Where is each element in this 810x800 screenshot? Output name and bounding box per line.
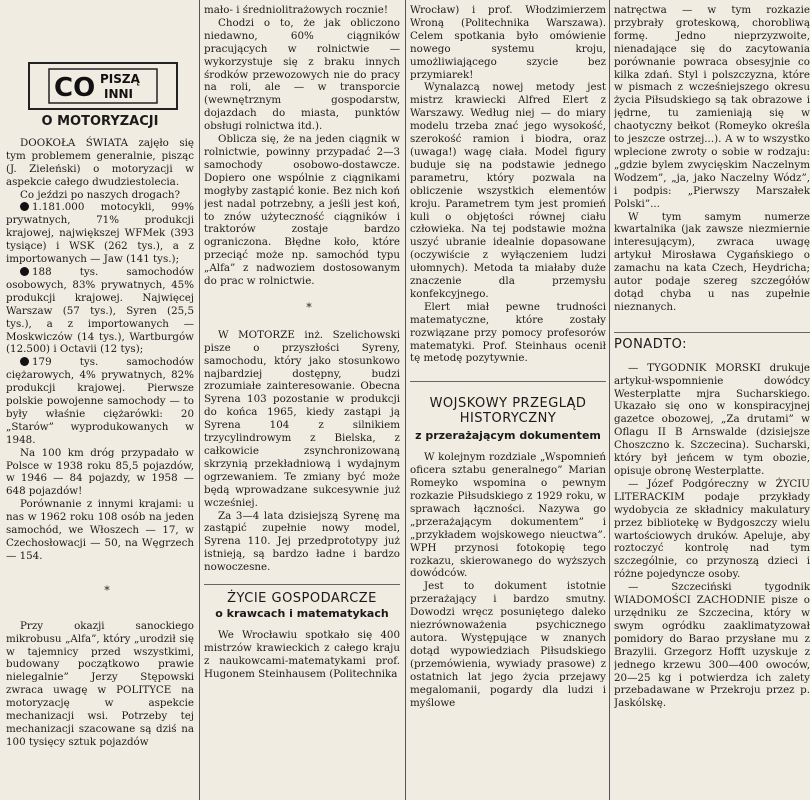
masthead-logo: [28, 62, 178, 110]
paragraph: Co jeździ po naszych drogach?: [20, 188, 181, 201]
section-subheading: o krawcach i matematykach: [215, 607, 389, 621]
paragraph: Oblicza się, że na jeden ciągnik w rolnictwie, powinny przypadać 2—3 samochody osobowo-dostawcze. Dopiero one wspólnie z ciągnikami mogłyby zastąpić konie. Bez nich koń jest nadal potrzebny, a jeśli jest koń, to znów użyteczność ciągników i traktorów zostaje bardzo ograniczona. Błędne koło, które przeciąć może np. samochód typu „Alfa” z nadwoziem dostosowanym do prac w rolnictwie.: [204, 133, 400, 288]
paragraph: W tym samym numerze kwartalnika (jak zawsze niezmiernie interesującym), zwraca uwagę artykuł Mirosława Cygańskiego o zamachu na kata Czech, Heydricha; autor podaje szereg szczegółów dotąd chyba u nas zupełnie nieznanych.: [614, 210, 810, 313]
section-divider: [204, 584, 400, 585]
svg-text:PISZĄ: PISZĄ: [100, 72, 140, 86]
section-subheading: z przerażającym dokumentem: [415, 429, 601, 443]
bullet-icon: [20, 357, 29, 366]
section-divider: [614, 332, 810, 333]
paragraph: W kolejnym rozdziale „Wspomnień oficera sztabu generalnego” Marian Romeyko wspomina o pewnym rozkazie Piłsudskiego z 1929 roku, w sprawach łączności. Nazywa go „przerażającym dokumentem” i „przykładem wojskowego nieuctwa”. WPH przynosi fotokopię tego rozkazu, skierowanego do wyższych dowódców.: [410, 451, 606, 580]
section-heading: PONADTO:: [614, 336, 688, 352]
paragraph: natręctwa — w tym rozkazie przybrały groteskową, chorobliwą formę. Jedno nieprzyzwoite, nienadające się do zacytowania porównanie powraca obsesyjnie co kilka zdań. Styl i polszczyzna, które w pismach z wcześniejszego okresu życia Piłsudskiego są tak obrazowe i jędrne, tu zamieniają się w chaotyczny bełkot (Romeyko określa to jeszcze ostrzej...). A w to wszystko wplecione zwroty o sobie w rodzaju: „gdzie bylem zwycięskim Naczelnym Wodzem”, „ja, jako Naczelny Wódz”, i podpis: „Pierwszy Marszałek Polski”...: [614, 4, 810, 210]
paragraph: — Szczeciński tygodnik WIADOMOŚCI ZACHODNIE pisze o urzędniku ze Szczecina, który w swym ogródku zaaklimatyzował pomidory do Barao przysłane mu z Brazylii. Grzegorz Hofft uzyskuje z jednego krzewu 300—400 owoców, 20—25 kg i potwierdza ich zalety przebadawane w Przekroju przez p. Jaskólskę.: [614, 581, 810, 710]
paragraph: Porównanie z innymi krajami: u nas w 1962 roku 108 osób na jeden samochód, we Włoszech — 17, w Czechosłowacji — 50, na Węgrzech — 154.: [6, 498, 194, 562]
paragraph: Chodzi o to, że jak obliczono niedawno, 60% ciągników pracujących w rolnictwie — wykorzystuje się z braku innych środków przewozowych nie do pracy na roli, ale — w transporcie (wewnętrznym gospodarstw, dojazdach do miasta, punktów obsługi rolnictwa itd.).: [204, 16, 400, 133]
paragraph: — TYGODNIK MORSKI drukuje artykuł-wspomnienie dowódcy Westerplatte mjra Sucharskiego. Ukazało się ono w konspiracyjnej gazetce obozowej, „Za drutami” w Oflagu II B Arnswalde (dzisiejsze Choszczno k. Szczecina). Sucharski, który był jeńcem w tym obozie, opisuje obronę Westerplatte.: [614, 361, 810, 477]
separator-star: *: [104, 583, 110, 597]
paragraph: W MOTORZE inż. Szelichowski pisze o przyszłości Syreny, samochodu, który jako stosunkowo najbardziej dostępny, budzi zrozumiałe zainteresowanie. Obecna Syrena 103 pozostanie w produkcji do końca 1965, kiedy zastąpi ją Syrena 104 z silnikiem trzycylindrowym z Bielska, z całkowicie zsynchronizowaną skrzynią przekładniową i wydajnym ogrzewaniem. Te zmiany być może będą wprowadzane sukcesywnie już wcześniej.: [204, 328, 400, 509]
separator-star: *: [306, 300, 312, 314]
section-heading: ŻYCIE GOSPODARCZE: [227, 591, 377, 607]
paragraph: DOOKOŁA ŚWIATA zajęło się tym problemem generalnie, pisząc (J. Zieleński) o motoryzacji w aspekcie całego dwudziestolecia.: [6, 136, 194, 188]
section-divider: [410, 381, 606, 382]
column-rule: [405, 0, 406, 800]
paragraph: Za 3—4 lata dzisiejszą Syrenę ma zastąpić zupełnie nowy model, Syrena 110. Jej przedprototypy już istnieją, są bardzo ładne i bardzo nowoczesne.: [204, 509, 400, 574]
co-pisza-inni-logo: [48, 68, 158, 104]
paragraph: Wrocław) i prof. Włodzimierzem Wroną (Politechnika Warszawa). Celem spotkania było omówienie nowego systemu kroju, umożliwiającego szycie bez przymiarek!: [410, 4, 606, 81]
svg-text:CO: CO: [54, 73, 96, 103]
paragraph: mało- i średniolitrażowych rocznie!: [204, 4, 388, 16]
column-rule: [199, 0, 200, 800]
section-heading: O MOTORYZACJI: [41, 114, 159, 129]
bullet-icon: [20, 267, 29, 276]
column-rule: [609, 0, 610, 800]
paragraph: 1.181.000 motocykli, 99% prywatnych, 71% produkcji krajowej, największej WFMek (393 tysiące) i WSK (262 tys.), a z importowanych — Jaw (141 tys.);: [6, 201, 194, 266]
column-3: [410, 4, 606, 800]
paragraph: Elert miał pewne trudności matematyczne, które zostały rozwiązane przy pomocy profesorów matematyki. Prof. Steinhaus ocenił tę metodę pozytywnie.: [410, 300, 606, 365]
bullet-icon: [20, 202, 29, 211]
paragraph: 188 tys. samochodów osobowych, 83% prywatnych, 45% produkcji krajowej. Najwięcej Warszaw (57 tys.), Syren (25,5 tys.), a z importowanych — Moskwiczów (14 tys.), Wartburgów (12.500) i Octavii (12 tys);: [6, 265, 194, 356]
paragraph: Jest to dokument istotnie przerażający i bardzo smutny. Dowodzi wręcz posuniętego daleko niezrównoważenia psychicznego autora. Występujące w znanych dotąd wypowiedziach Piłsudskiego (przemówienia, wywiady prasowe) z ostatnich lat jego życia przejawy megalomanii, pogardy dla ludzi i myślowe: [410, 580, 606, 709]
paragraph: 179 tys. samochodów ciężarowych, 4% prywatnych, 82% produkcji krajowej. Pierwsze polskie powojenne samochody — to były właśnie ciężarówki: 20 „Starów” wyprodukowanych w 1948.: [6, 356, 194, 446]
column-1: [6, 62, 194, 800]
column-2: [204, 4, 400, 800]
section-heading: WOJSKOWY PRZEGLĄD HISTORYCZNY: [429, 396, 587, 427]
svg-text:INNI: INNI: [104, 87, 134, 101]
paragraph: We Wrocławiu spotkało się 400 mistrzów krawieckich z całego kraju z naukowcami-matematykami prof. Hugonem Steinhausem (Politechnika: [204, 628, 400, 680]
paragraph: — Józef Podgóreczny w ŻYCIU LITERACKIM podaje przykłady wydobycia ze składnicy makulatury przez bibliotekę w Bydgoszczy wielu wartościowych druków. Apeluje, aby roztoczyć kontrolę nad tym szczególnie, co przynoszą dzieci i różne pojedyncze osoby.: [614, 477, 810, 581]
paragraph: Przy okazji sanockiego mikrobusu „Alfa”, który „urodził się w tajemnicy przed wszystkimi, budowany początkowo prawie nielegalnie” Jerzy Stępowski zwraca uwagę w POLITYCE na motoryzację w aspekcie mechanizacji wsi. Potrzeby tej mechanizacji szacowane są dziś na 100 tysięcy sztuk pojazdów: [6, 619, 194, 748]
paragraph: Wynalazcą nowej metody jest mistrz krawiecki Alfred Elert z Warszawy. Według niej — do miary modelu trzeba znać jego wysokość, szerokość ramion i biodra, oraz (uwaga!) wagę ciała. Model figury buduje się na podstawie jednego parametru, który pozwala na obliczenie wszystkich elementów kroju. Parametrem tym jest promień kuli o objętości równej ciału człowieka. Na tej podstawie można uszyć ubranie idealnie dopasowane (oczywiście z wyłączeniem ludzi ułomnych). Metoda ta miałaby duże znaczenie dla przemysłu konfekcyjnego.: [410, 81, 606, 300]
column-4: [614, 4, 810, 800]
paragraph: Na 100 km dróg przypadało w Polsce w 1938 roku 85,5 pojazdów, w 1946 — 84 pojazdy, w 1958 — 648 pojazdów!: [6, 446, 194, 498]
